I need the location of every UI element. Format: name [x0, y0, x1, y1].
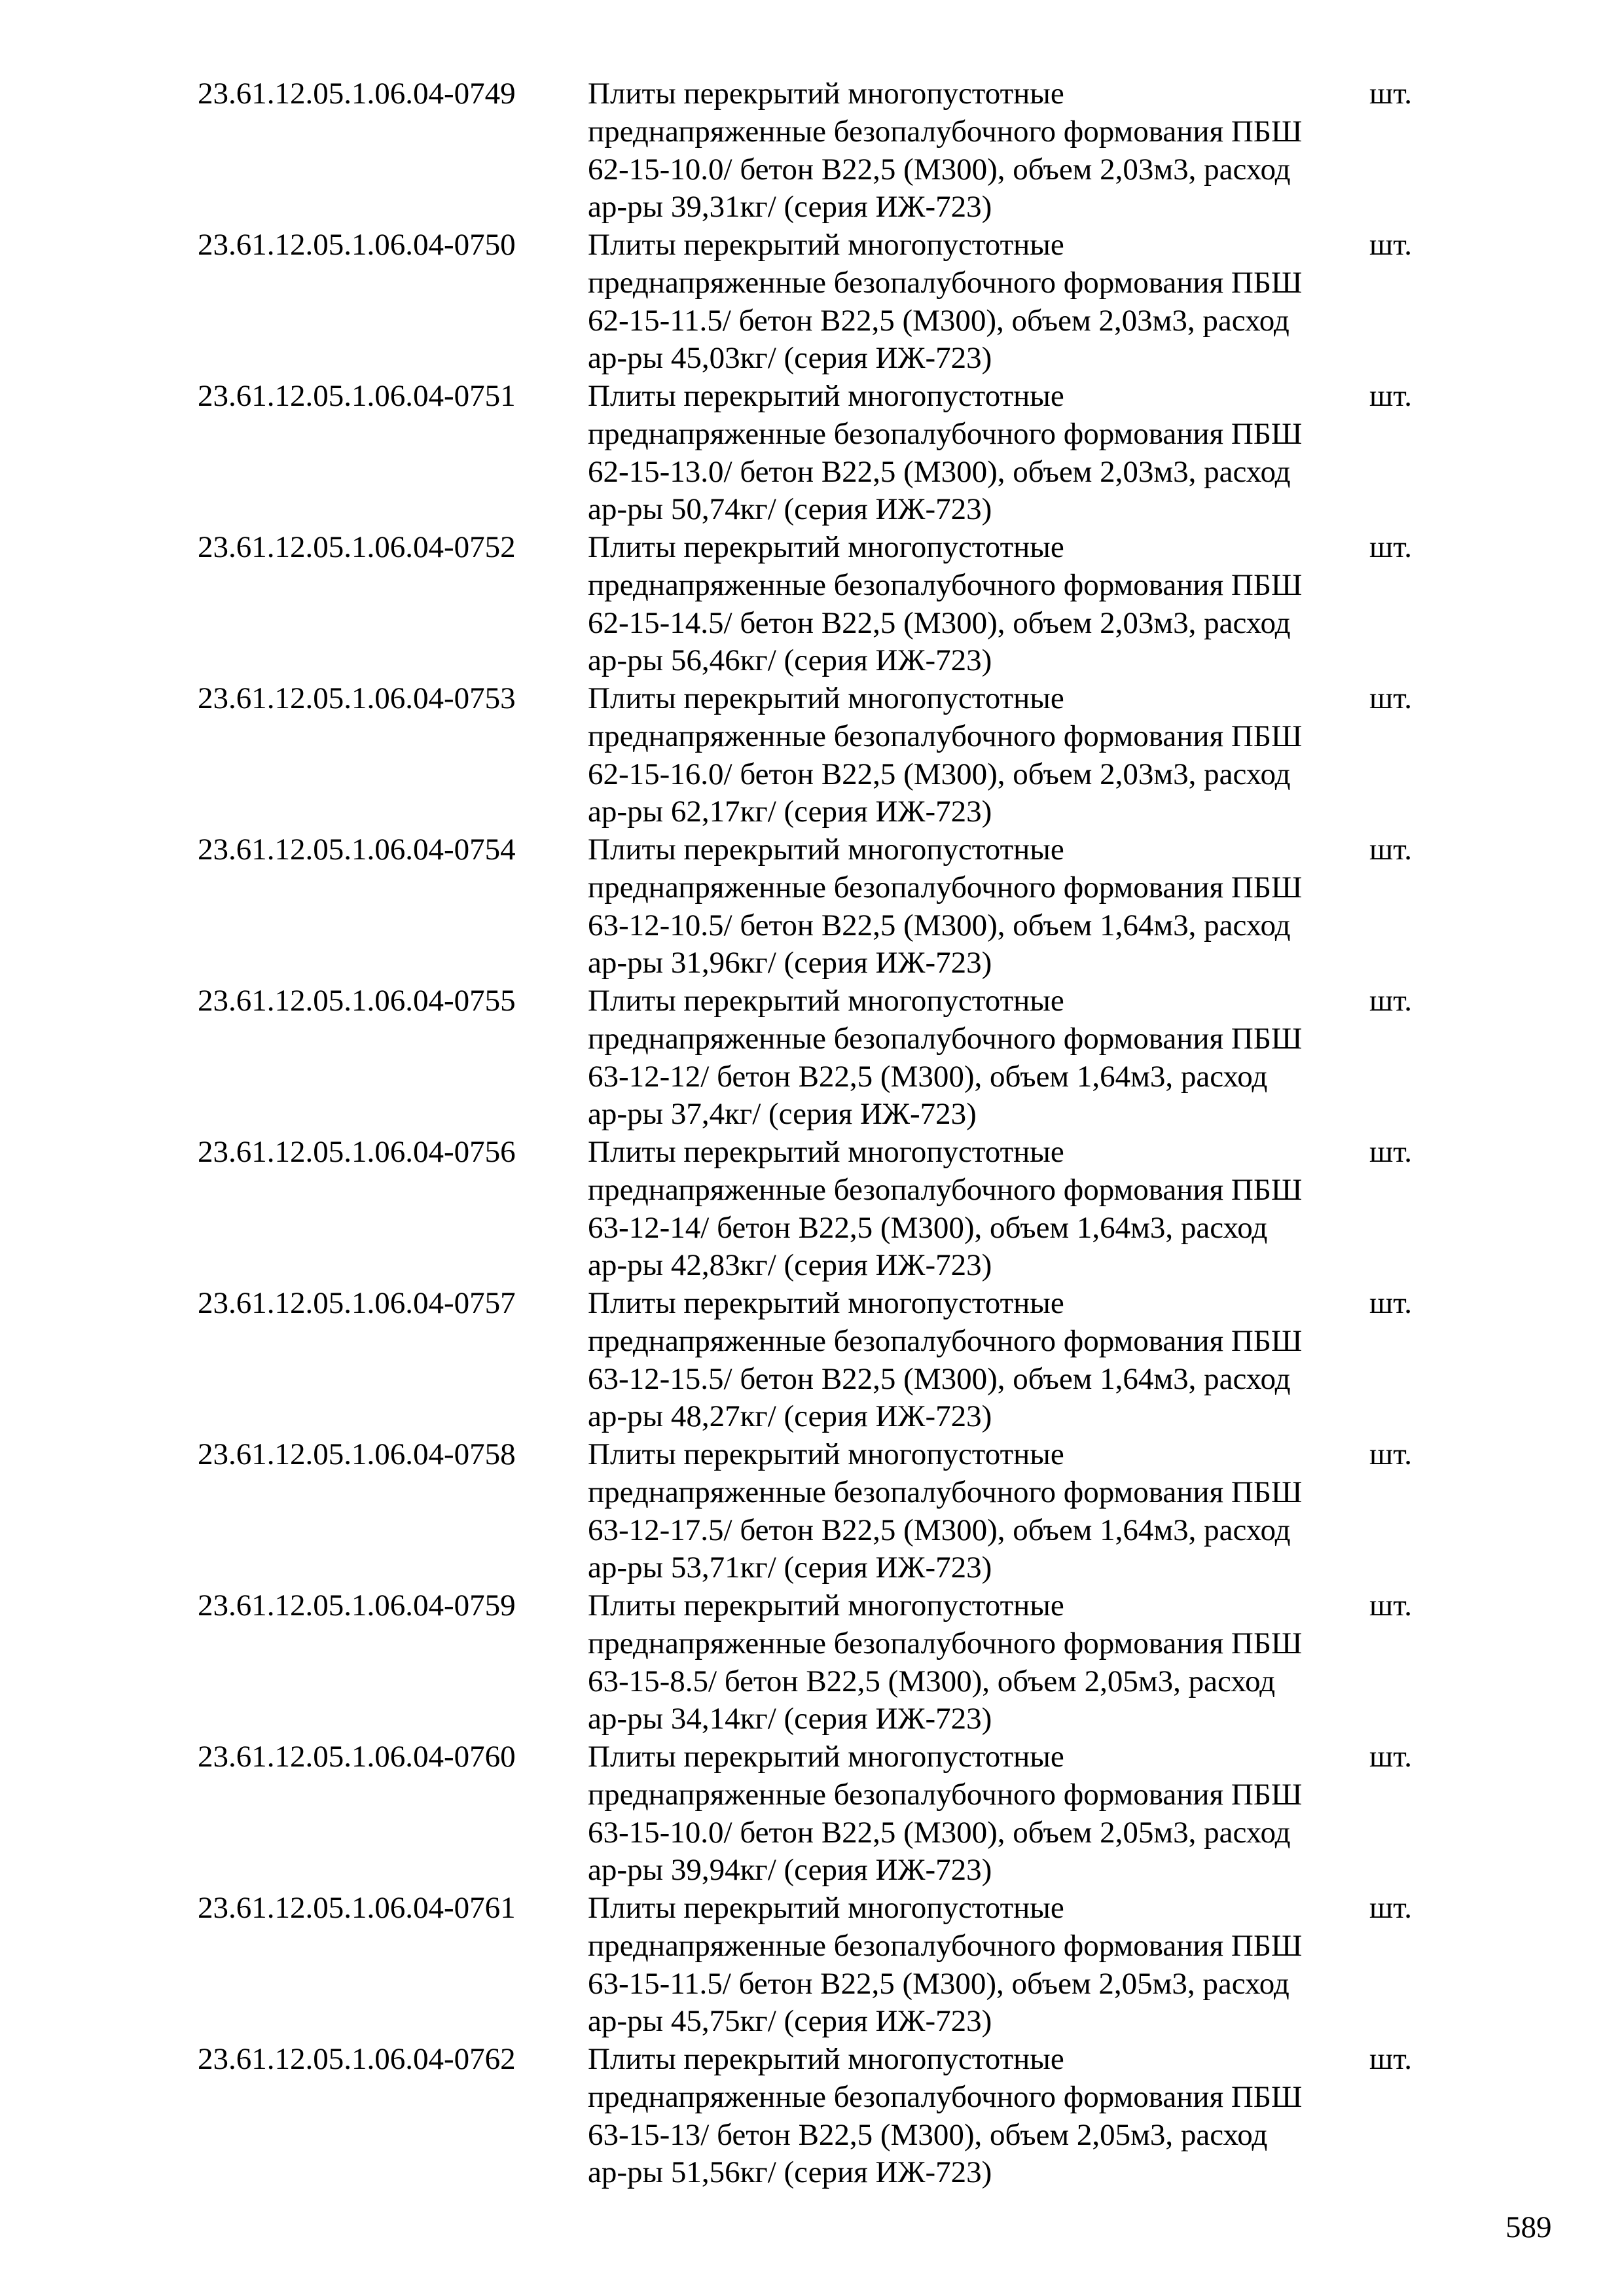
description-line: 63-12-12/ бетон В22,5 (М300), объем 1,64м3, расход: [588, 1059, 1268, 1094]
item-code: 23.61.12.05.1.06.04-0750: [198, 228, 516, 262]
description-line: Плиты перекрытий многопустотные: [588, 379, 1064, 413]
description-line: ар-ры 39,31кг/ (серия ИЖ-723): [588, 190, 992, 224]
description-line: ар-ры 62,17кг/ (серия ИЖ-723): [588, 795, 992, 829]
description-line: Плиты перекрытий многопустотные: [588, 984, 1064, 1018]
description-line: ар-ры 50,74кг/ (серия ИЖ-723): [588, 492, 992, 527]
description-line: преднапряженные безопалубочного формования ПБШ: [588, 2079, 1303, 2114]
description-line: преднапряженные безопалубочного формования ПБШ: [588, 1928, 1303, 1963]
description-line: ар-ры 45,03кг/ (серия ИЖ-723): [588, 341, 992, 376]
description-line: преднапряженные безопалубочного формования ПБШ: [588, 1172, 1303, 1207]
description-line: ар-ры 37,4кг/ (серия ИЖ-723): [588, 1097, 977, 1132]
item-unit: шт.: [1369, 228, 1412, 262]
item-description: [588, 1587, 1576, 1738]
description-line: преднапряженные безопалубочного формования ПБШ: [588, 265, 1303, 300]
description-line: преднапряженные безопалубочного формования ПБШ: [588, 719, 1303, 753]
list-item: [198, 75, 1441, 226]
description-line: 62-15-10.0/ бетон В22,5 (М300), объем 2,03м3, расход: [588, 152, 1291, 187]
description-line: ар-ры 56,46кг/ (серия ИЖ-723): [588, 643, 992, 678]
description-line: преднапряженные безопалубочного формования ПБШ: [588, 416, 1303, 451]
description-line: Плиты перекрытий многопустотные: [588, 2042, 1064, 2076]
item-description: [588, 226, 1576, 378]
description-line: 63-12-10.5/ бетон В22,5 (М300), объем 1,64м3, расход: [588, 908, 1291, 942]
item-code: 23.61.12.05.1.06.04-0757: [198, 1286, 516, 1320]
description-line: преднапряженные безопалубочного формования ПБШ: [588, 567, 1303, 602]
item-description: [588, 982, 1576, 1134]
description-line: ар-ры 31,96кг/ (серия ИЖ-723): [588, 946, 992, 980]
list-item: [198, 2041, 1441, 2192]
item-code: 23.61.12.05.1.06.04-0753: [198, 681, 516, 715]
item-description: [588, 1436, 1576, 1587]
list-item: [198, 529, 1441, 680]
item-code: 23.61.12.05.1.06.04-0759: [198, 1588, 516, 1623]
description-line: 63-15-8.5/ бетон В22,5 (М300), объем 2,05м3, расход: [588, 1664, 1276, 1698]
item-unit: шт.: [1369, 77, 1412, 111]
item-code: 23.61.12.05.1.06.04-0755: [198, 984, 516, 1018]
item-code: 23.61.12.05.1.06.04-0752: [198, 530, 516, 564]
item-code: 23.61.12.05.1.06.04-0760: [198, 1740, 516, 1774]
item-code: 23.61.12.05.1.06.04-0749: [198, 77, 516, 111]
description-line: Плиты перекрытий многопустотные: [588, 1437, 1064, 1471]
item-description: [588, 831, 1576, 982]
item-description: [588, 1134, 1576, 1285]
description-line: преднапряженные безопалубочного формования ПБШ: [588, 1021, 1303, 1056]
description-line: ар-ры 34,14кг/ (серия ИЖ-723): [588, 1702, 992, 1736]
description-line: ар-ры 53,71кг/ (серия ИЖ-723): [588, 1551, 992, 1585]
item-description: [588, 529, 1576, 680]
list-item: [198, 1738, 1441, 1890]
description-line: ар-ры 51,56кг/ (серия ИЖ-723): [588, 2155, 992, 2190]
list-item: [198, 1134, 1441, 1285]
description-line: Плиты перекрытий многопустотные: [588, 1740, 1064, 1774]
description-line: преднапряженные безопалубочного формования ПБШ: [588, 114, 1303, 149]
description-line: Плиты перекрытий многопустотные: [588, 228, 1064, 262]
description-line: ар-ры 42,83кг/ (серия ИЖ-723): [588, 1248, 992, 1283]
description-line: Плиты перекрытий многопустотные: [588, 1135, 1064, 1169]
description-line: 62-15-13.0/ бетон В22,5 (М300), объем 2,03м3, расход: [588, 454, 1291, 489]
list-item: [198, 1436, 1441, 1587]
description-line: ар-ры 45,75кг/ (серия ИЖ-723): [588, 2004, 992, 2039]
description-line: 62-15-16.0/ бетон В22,5 (М300), объем 2,03м3, расход: [588, 757, 1291, 791]
description-line: Плиты перекрытий многопустотные: [588, 530, 1064, 564]
item-description: [588, 1890, 1576, 2041]
description-line: ар-ры 48,27кг/ (серия ИЖ-723): [588, 1399, 992, 1434]
description-line: преднапряженные безопалубочного формования ПБШ: [588, 1475, 1303, 1509]
item-description: [588, 75, 1576, 226]
item-description: [588, 2041, 1576, 2192]
item-description: [588, 1738, 1576, 1890]
item-unit: шт.: [1369, 530, 1412, 564]
description-line: Плиты перекрытий многопустотные: [588, 77, 1064, 111]
description-line: 63-12-15.5/ бетон В22,5 (М300), объем 1,64м3, расход: [588, 1361, 1291, 1396]
item-unit: шт.: [1369, 1891, 1412, 1925]
item-code: 23.61.12.05.1.06.04-0751: [198, 379, 516, 413]
item-unit: шт.: [1369, 1437, 1412, 1471]
item-unit: шт.: [1369, 833, 1412, 867]
list-item: [198, 831, 1441, 982]
description-line: преднапряженные безопалубочного формования ПБШ: [588, 870, 1303, 905]
price-list: [198, 75, 1441, 2192]
description-line: Плиты перекрытий многопустотные: [588, 1891, 1064, 1925]
list-item: [198, 982, 1441, 1134]
item-unit: шт.: [1369, 681, 1412, 715]
description-line: 63-15-11.5/ бетон В22,5 (М300), объем 2,05м3, расход: [588, 1966, 1290, 2001]
description-line: Плиты перекрытий многопустотные: [588, 833, 1064, 867]
item-unit: шт.: [1369, 984, 1412, 1018]
description-line: преднапряженные безопалубочного формования ПБШ: [588, 1777, 1303, 1812]
description-line: 63-15-10.0/ бетон В22,5 (М300), объем 2,05м3, расход: [588, 1815, 1291, 1850]
item-unit: шт.: [1369, 379, 1412, 413]
item-unit: шт.: [1369, 1740, 1412, 1774]
item-code: 23.61.12.05.1.06.04-0756: [198, 1135, 516, 1169]
item-description: [588, 378, 1576, 529]
description-line: 63-12-14/ бетон В22,5 (М300), объем 1,64м3, расход: [588, 1210, 1268, 1245]
description-line: Плиты перекрытий многопустотные: [588, 681, 1064, 715]
list-item: [198, 378, 1441, 529]
list-item: [198, 1890, 1441, 2041]
description-line: 63-12-17.5/ бетон В22,5 (М300), объем 1,64м3, расход: [588, 1513, 1291, 1547]
item-code: 23.61.12.05.1.06.04-0761: [198, 1891, 516, 1925]
description-line: Плиты перекрытий многопустотные: [588, 1286, 1064, 1320]
item-code: 23.61.12.05.1.06.04-0762: [198, 2042, 516, 2076]
list-item: [198, 1587, 1441, 1738]
item-code: 23.61.12.05.1.06.04-0754: [198, 833, 516, 867]
description-line: 62-15-11.5/ бетон В22,5 (М300), объем 2,03м3, расход: [588, 303, 1290, 338]
description-line: 63-15-13/ бетон В22,5 (М300), объем 2,05м3, расход: [588, 2117, 1268, 2152]
description-line: преднапряженные безопалубочного формования ПБШ: [588, 1323, 1303, 1358]
description-line: ар-ры 39,94кг/ (серия ИЖ-723): [588, 1853, 992, 1888]
item-unit: шт.: [1369, 2042, 1412, 2076]
list-item: [198, 226, 1441, 378]
page-number: 589: [1506, 2210, 1552, 2244]
description-line: Плиты перекрытий многопустотные: [588, 1588, 1064, 1623]
description-line: преднапряженные безопалубочного формования ПБШ: [588, 1626, 1303, 1660]
item-code: 23.61.12.05.1.06.04-0758: [198, 1437, 516, 1471]
list-item: [198, 1285, 1441, 1436]
list-item: [198, 680, 1441, 831]
item-unit: шт.: [1369, 1588, 1412, 1623]
item-unit: шт.: [1369, 1286, 1412, 1320]
item-description: [588, 680, 1576, 831]
item-unit: шт.: [1369, 1135, 1412, 1169]
description-line: 62-15-14.5/ бетон В22,5 (М300), объем 2,03м3, расход: [588, 605, 1291, 640]
item-description: [588, 1285, 1576, 1436]
